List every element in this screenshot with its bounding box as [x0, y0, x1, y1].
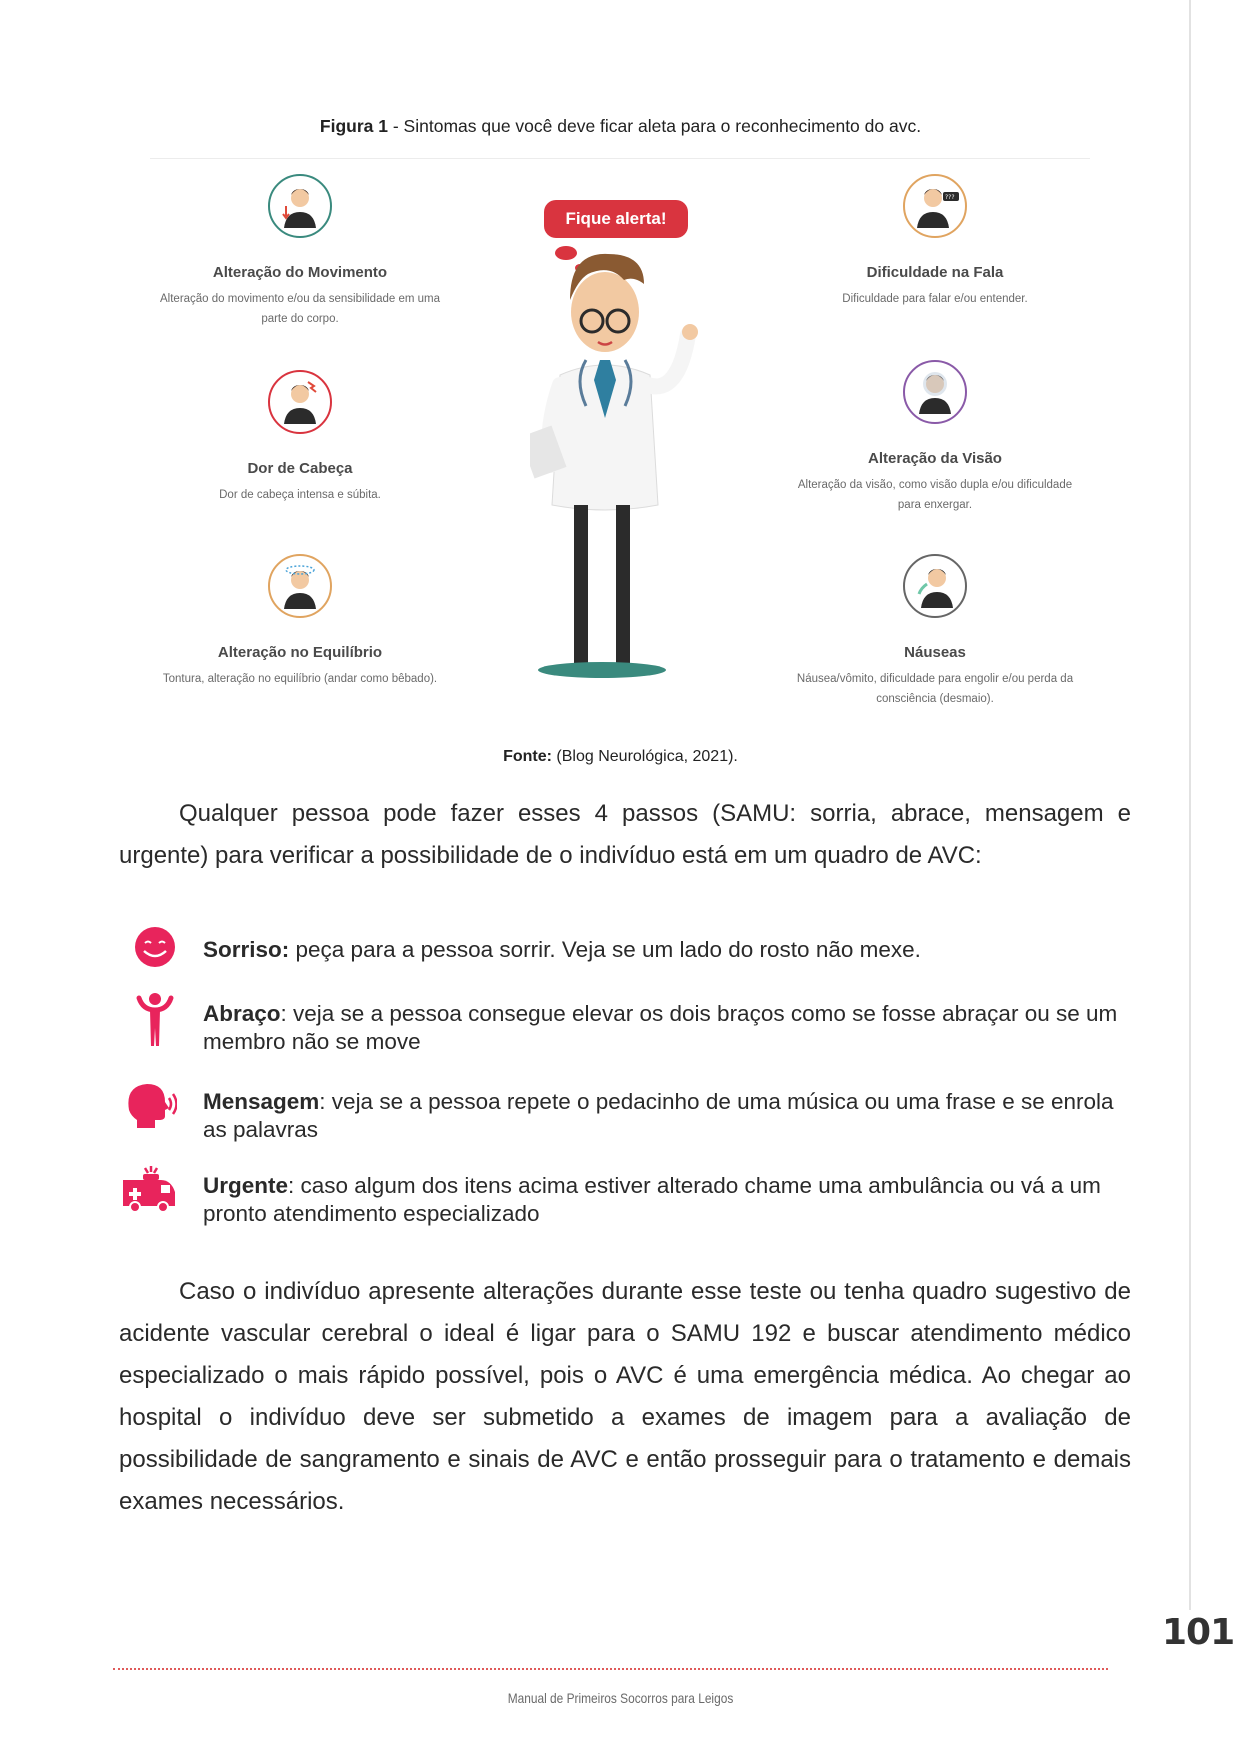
footer-title: Manual de Primeiros Socorros para Leigos	[507, 1690, 734, 1706]
symptom-desc: Náusea/vômito, dificuldade para engolir e/ou perda da consciência (desmaio).	[796, 673, 1074, 705]
smile-icon	[119, 924, 177, 974]
ambulance-icon	[119, 1164, 177, 1214]
step-text	[203, 936, 1133, 964]
doctor-figure-icon	[530, 200, 720, 690]
figure-source	[0, 748, 1241, 766]
figure-top-divider	[150, 158, 1090, 159]
closing-paragraph: Caso o indivíduo apresente alterações durante esse teste ou tenha quadro sugestivo de acidente vascular cerebral o ideal é ligar para o SAMU 192 e buscar atendimento médico especializado o mais rápido possível, pois o AVC é uma emergência médica. Ao chegar ao hospital o indivíduo deve ser submetido a exames de imagem para a avaliação de possibilidade de sangramento e sinais de AVC e então prosseguir para o tratamento e demais exames necessários.	[119, 1278, 1131, 1515]
step-text	[203, 1000, 1133, 1056]
doctor-illustration	[530, 200, 720, 690]
symptom-balance	[150, 554, 450, 689]
symptom-vision	[785, 360, 1085, 515]
symptom-desc: Dor de cabeça intensa e súbita.	[219, 489, 381, 501]
step-body: : caso algum dos itens acima estiver alterado chame uma ambulância ou vá a um pronto atendimento especializado	[203, 1173, 1101, 1226]
person-arm-icon	[268, 174, 332, 238]
nausea-icon	[903, 554, 967, 618]
intro-paragraph: Qualquer pessoa pode fazer esses 4 passos (SAMU: sorria, abrace, mensagem e urgente) para verificar a possibilidade de o indivíduo está em um quadro de AVC:	[119, 800, 1131, 869]
figure-source-label: Fonte:	[503, 748, 552, 765]
symptom-nausea	[785, 554, 1085, 709]
step-label: Urgente	[203, 1173, 289, 1198]
footer-divider	[113, 1668, 1108, 1670]
figure-caption	[0, 116, 1241, 137]
speaking-head-icon	[119, 1080, 177, 1130]
symptom-desc: Alteração do movimento e/ou da sensibilidade em uma parte do corpo.	[160, 293, 440, 325]
symptom-movement	[150, 174, 450, 329]
page-edge-rule	[1189, 0, 1191, 1610]
page-number: 101	[1162, 1612, 1235, 1653]
symptom-desc: Tontura, alteração no equilíbrio (andar como bêbado).	[162, 673, 438, 685]
step-body: peça para a pessoa sorrir. Veja se um lado do rosto não mexe.	[289, 937, 921, 962]
svg-text:???: ???	[945, 194, 955, 201]
symptom-speech	[785, 174, 1085, 309]
step-text	[203, 1172, 1133, 1228]
symptom-desc: Dificuldade para falar e/ou entender.	[842, 293, 1028, 305]
step-label: Mensagem	[203, 1089, 320, 1114]
symptom-title: Alteração do Movimento	[212, 264, 388, 281]
symptom-title: Dor de Cabeça	[247, 460, 353, 477]
dizzy-icon	[268, 554, 332, 618]
vision-icon	[903, 360, 967, 424]
symptom-headache	[150, 370, 450, 505]
step-text	[203, 1088, 1133, 1144]
figure-caption-text: - Sintomas que você deve ficar aleta para o reconhecimento do avc.	[388, 116, 922, 136]
figure-source-text: (Blog Neurológica, 2021).	[551, 748, 738, 765]
symptom-title: Náuseas	[904, 644, 966, 661]
step-body: : veja se a pessoa repete o pedacinho de uma música ou uma frase e se enrola as palavras	[203, 1089, 1114, 1142]
symptom-title: Alteração da Visão	[868, 450, 1002, 467]
symptom-desc: Alteração da visão, como visão dupla e/ou dificuldade para enxergar.	[797, 479, 1073, 511]
figure-caption-label: Figura 1	[319, 116, 388, 136]
step-label: Sorriso:	[203, 937, 290, 962]
symptom-title: Dificuldade na Fala	[866, 264, 1004, 281]
speech-difficulty-icon	[903, 174, 967, 238]
headache-icon	[268, 370, 332, 434]
step-label: Abraço	[203, 1001, 281, 1026]
alert-bubble: Fique alerta!	[544, 200, 688, 238]
symptom-title: Alteração no Equilíbrio	[217, 644, 383, 661]
step-body: : veja se a pessoa consegue elevar os dois braços como se fosse abraçar ou se um membro não se move	[203, 1001, 1118, 1054]
hug-person-icon	[119, 992, 177, 1048]
